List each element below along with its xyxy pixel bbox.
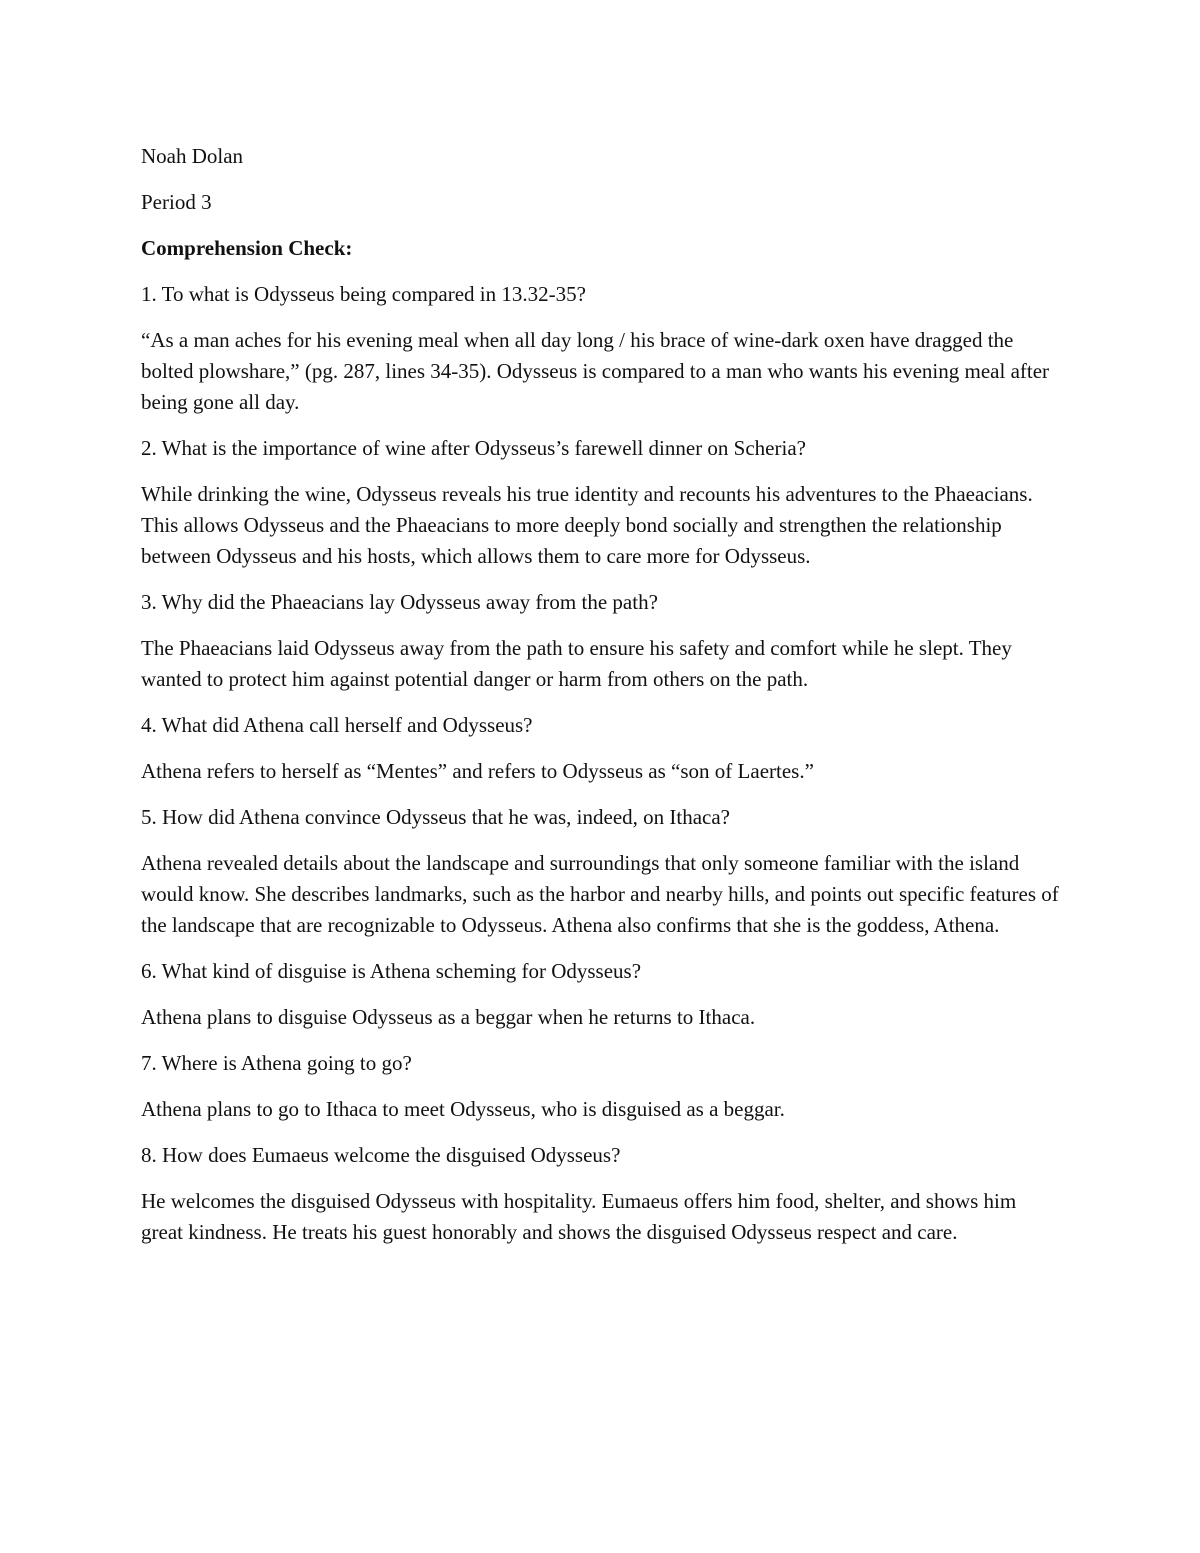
- answer-1: “As a man aches for his evening meal when all day long / his brace of wine-dark oxen have dragged the bolted plowshare,” (pg. 287, lines 34-35). Odysseus is compared to a man who wants his evening meal after being gone all day.: [141, 328, 1050, 414]
- question-block-5: [141, 802, 1061, 941]
- document-title: Comprehension Check:: [141, 236, 353, 260]
- student-name: Noah Dolan: [141, 144, 244, 168]
- question-6: 6. What kind of disguise is Athena scheming for Odysseus?: [141, 959, 642, 983]
- question-block-7: [141, 1048, 1061, 1125]
- question-1: 1. To what is Odysseus being compared in 13.32-35?: [141, 282, 586, 306]
- question-block-3: [141, 587, 1061, 695]
- question-2: 2. What is the importance of wine after Odysseus’s farewell dinner on Scheria?: [141, 436, 806, 460]
- question-block-1: [141, 279, 1061, 418]
- question-7: 7. Where is Athena going to go?: [141, 1051, 412, 1075]
- answer-3: The Phaeacians laid Odysseus away from the path to ensure his safety and comfort while he slept. They wanted to protect him against potential danger or harm from others on the path.: [141, 636, 1012, 691]
- question-3: 3. Why did the Phaeacians lay Odysseus away from the path?: [141, 590, 658, 614]
- question-5: 5. How did Athena convince Odysseus that he was, indeed, on Ithaca?: [141, 805, 731, 829]
- class-period: Period 3: [141, 190, 212, 214]
- answer-4: Athena refers to herself as “Mentes” and refers to Odysseus as “son of Laertes.”: [141, 759, 814, 783]
- answer-8: He welcomes the disguised Odysseus with hospitality. Eumaeus offers him food, shelter, and shows him great kindness. He treats his guest honorably and shows the disguised Odysseus respect and care.: [141, 1189, 1017, 1244]
- question-4: 4. What did Athena call herself and Odysseus?: [141, 713, 533, 737]
- answer-6: Athena plans to disguise Odysseus as a beggar when he returns to Ithaca.: [141, 1005, 756, 1029]
- question-block-4: [141, 710, 1061, 787]
- answer-2: While drinking the wine, Odysseus reveals his true identity and recounts his adventures to the Phaeacians. This allows Odysseus and the Phaeacians to more deeply bond socially and strengthen the relationship between Odysseus and his hosts, which allows them to care more for Odysseus.: [141, 482, 1033, 568]
- question-block-2: [141, 433, 1061, 572]
- question-block-6: [141, 956, 1061, 1033]
- answer-5: Athena revealed details about the landscape and surroundings that only someone familiar with the island would know. She describes landmarks, such as the harbor and nearby hills, and points out specific features of the landscape that are recognizable to Odysseus. Athena also confirms that she is the goddess, Athena.: [141, 851, 1059, 937]
- question-8: 8. How does Eumaeus welcome the disguised Odysseus?: [141, 1143, 621, 1167]
- answer-7: Athena plans to go to Ithaca to meet Odysseus, who is disguised as a beggar.: [141, 1097, 785, 1121]
- document-page: [141, 141, 1061, 1263]
- question-block-8: [141, 1140, 1061, 1248]
